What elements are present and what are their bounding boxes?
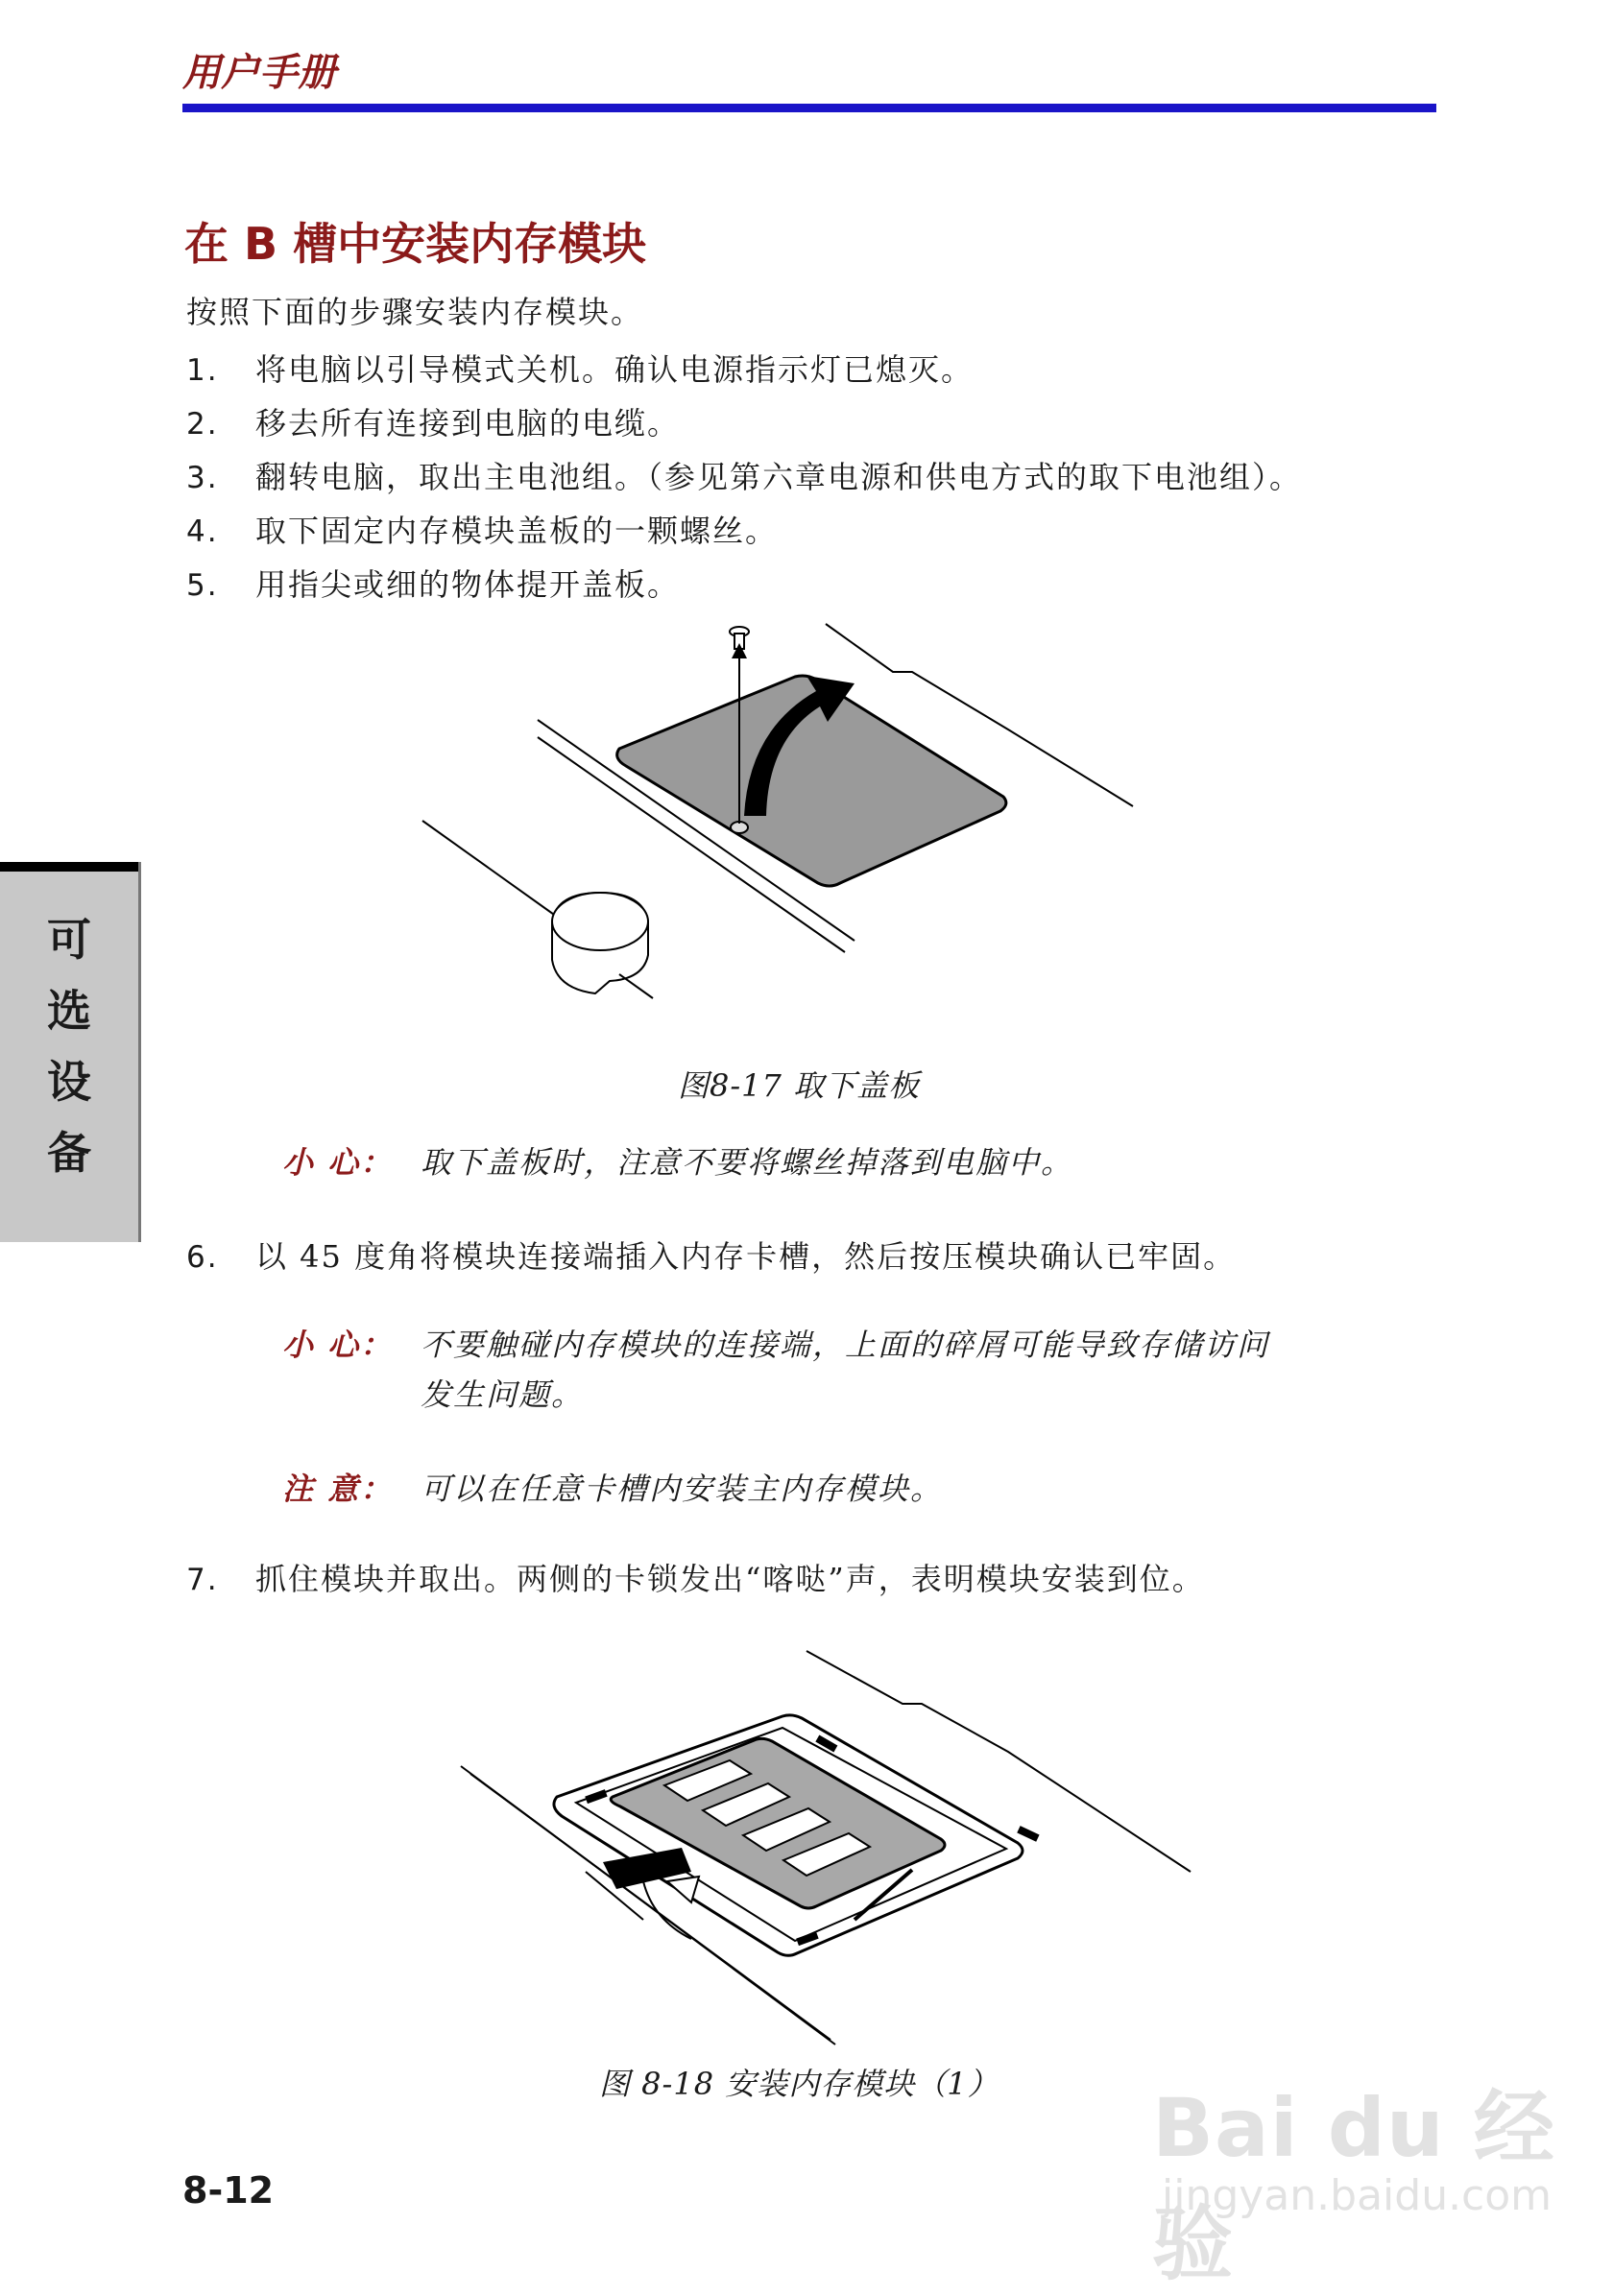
side-tab-char: 可 xyxy=(47,914,91,966)
step-item xyxy=(186,399,680,443)
step-text: 抓住模块并取出。两侧的卡锁发出“喀哒”声，表明模块安装到位。 xyxy=(255,1561,1205,1597)
note-text: 不要触碰内存模块的连接端，上面的碎屑可能导致存储访问 xyxy=(421,1327,1270,1363)
note-label: 注 意： xyxy=(282,1471,394,1507)
step-item xyxy=(186,507,778,551)
figure-caption: 图 8-18 安装内存模块（1） xyxy=(599,2066,999,2102)
step-item xyxy=(186,561,680,605)
figure-install-module xyxy=(451,1632,1200,2054)
note-text-continued: 发生问题。 xyxy=(421,1376,585,1413)
step-text: 将电脑以引导模式关机。确认电源指示灯已熄灭。 xyxy=(255,351,975,388)
step-number: 1. xyxy=(186,353,219,388)
figure-caption: 图8-17 取下盖板 xyxy=(678,1067,921,1104)
chapter-side-tab xyxy=(0,862,138,1242)
header-rule xyxy=(182,104,1436,112)
watermark-url: jingyan.baidu.com xyxy=(1162,2171,1553,2220)
step-text: 以 45 度角将模块连接端插入内存卡槽，然后按压模块确认已牢固。 xyxy=(255,1238,1237,1275)
step-number: 6. xyxy=(186,1240,219,1275)
step-number: 2. xyxy=(186,407,219,442)
step-item xyxy=(186,346,974,390)
caution-note xyxy=(282,1321,1270,1413)
step-number: 5. xyxy=(186,568,219,603)
caution-note xyxy=(282,1138,1073,1183)
step-item xyxy=(186,1555,1205,1599)
side-tab-char: 选 xyxy=(47,985,91,1037)
figure-remove-cover xyxy=(403,614,1152,1027)
step-text: 翻转电脑，取出主电池组。（参见第六章电源和供电方式的取下电池组）。 xyxy=(255,459,1303,495)
header-title: 用户手册 xyxy=(182,51,336,95)
step-text: 取下固定内存模块盖板的一颗螺丝。 xyxy=(255,513,779,549)
step-number: 4. xyxy=(186,514,219,549)
page-number: 8-12 xyxy=(182,2169,275,2212)
note-label: 小 心： xyxy=(282,1144,394,1181)
watermark-brand: Bai du 经验 xyxy=(1152,2081,1555,2291)
step-item xyxy=(186,453,1302,497)
side-tab-char: 设 xyxy=(47,1056,91,1108)
step-item xyxy=(186,1232,1236,1277)
step-text: 用指尖或细的物体提开盖板。 xyxy=(255,566,681,603)
step-text: 移去所有连接到电脑的电缆。 xyxy=(255,405,681,442)
note-text: 取下盖板时，注意不要将螺丝掉落到电脑中。 xyxy=(421,1144,1074,1181)
intro-text: 按照下面的步骤安装内存模块。 xyxy=(186,294,644,330)
step-number: 3. xyxy=(186,461,219,495)
step-number: 7. xyxy=(186,1563,219,1597)
side-tab-char: 备 xyxy=(47,1127,91,1179)
section-title: 在 B 槽中安装内存模块 xyxy=(184,218,647,270)
note-text: 可以在任意卡槽内安装主内存模块。 xyxy=(421,1471,944,1507)
info-note xyxy=(282,1465,943,1509)
note-label: 小 心： xyxy=(282,1327,394,1363)
